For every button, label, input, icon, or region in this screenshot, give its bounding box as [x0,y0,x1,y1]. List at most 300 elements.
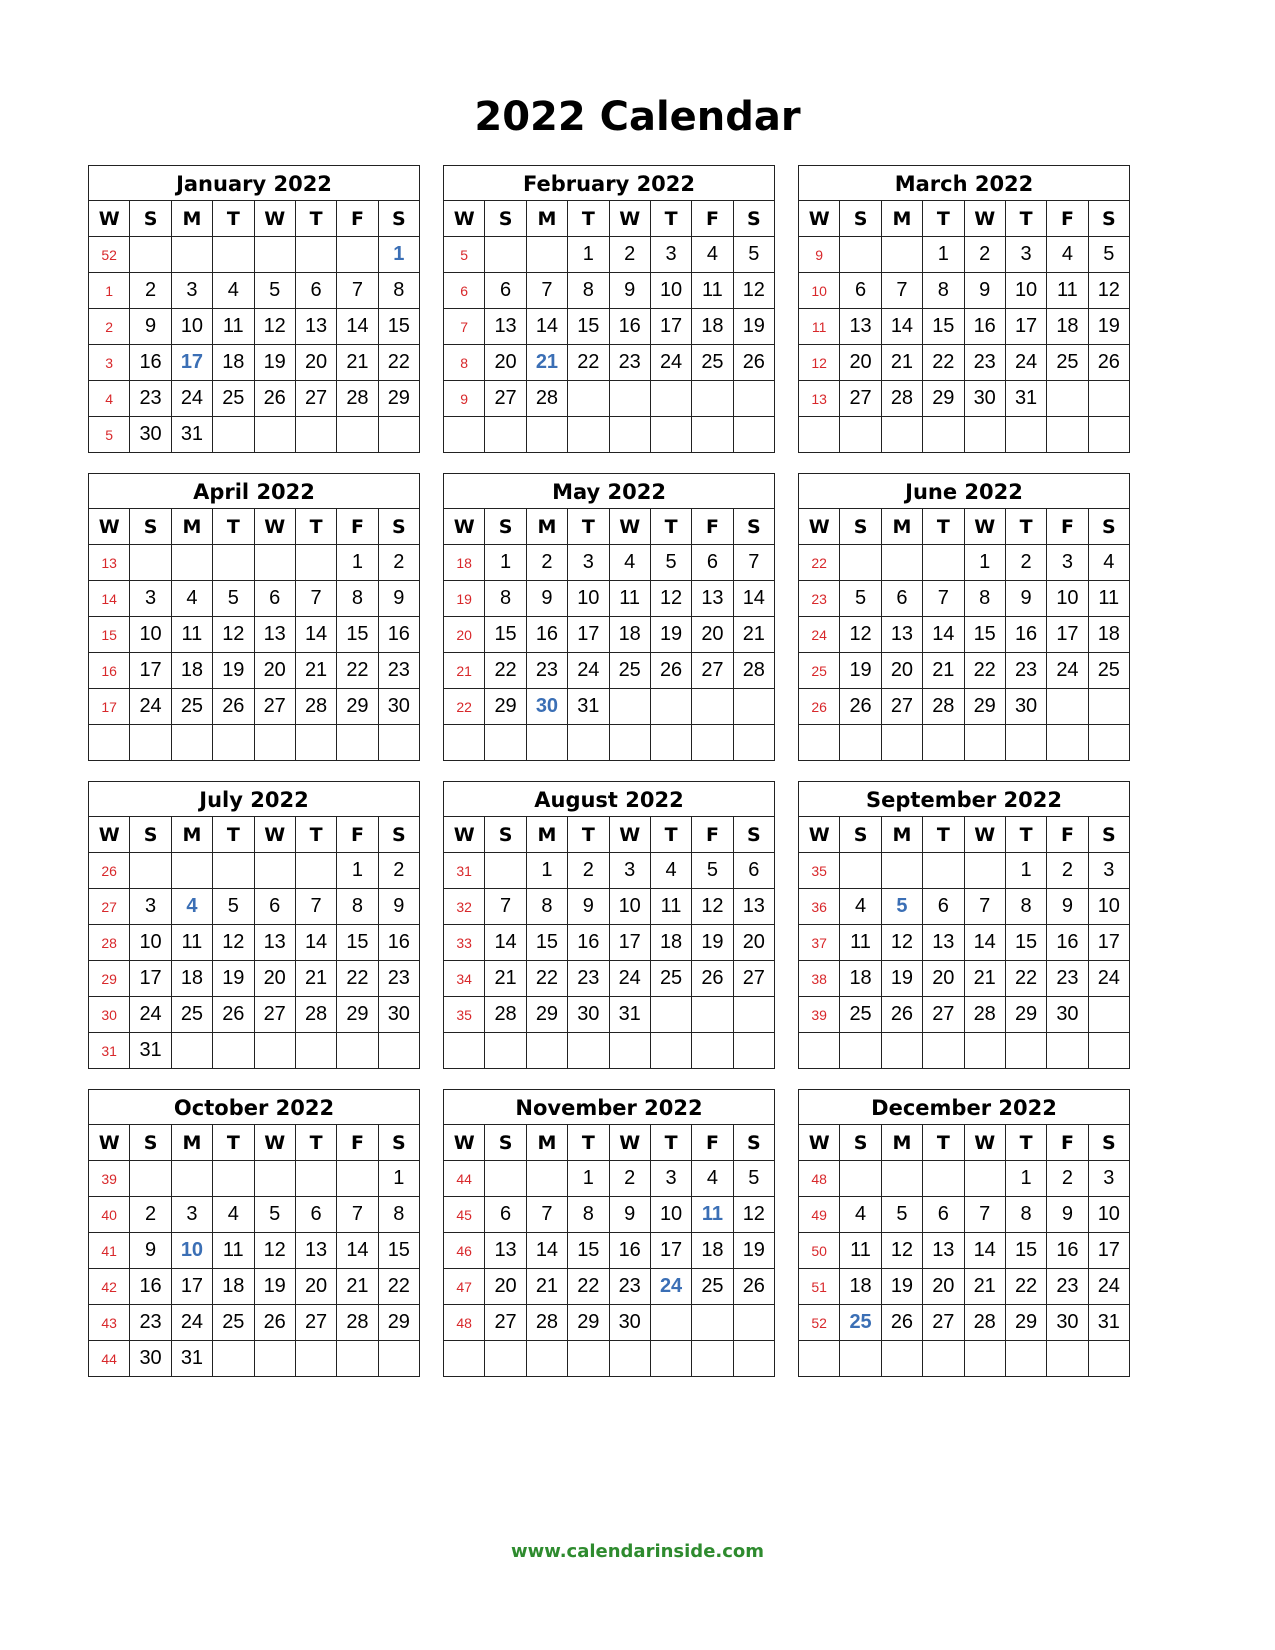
day-cell: 28 [882,381,923,417]
day-cell: 3 [172,273,213,309]
week-number: 48 [444,1305,485,1341]
day-cell [130,1161,171,1197]
day-cell: 29 [337,997,378,1033]
day-cell: 18 [1089,617,1130,653]
week-number: 21 [444,653,485,689]
day-cell: 13 [923,1233,964,1269]
day-cell [734,381,775,417]
week-number: 29 [89,961,130,997]
day-cell: 22 [1006,1269,1047,1305]
weekday-header: S [840,1125,881,1161]
day-cell: 18 [610,617,651,653]
day-cell [923,417,964,453]
week-row [89,309,420,345]
day-cell [130,853,171,889]
week-number: 10 [799,273,840,309]
day-cell [485,1341,526,1377]
day-cell: 12 [692,889,733,925]
week-row [799,653,1130,689]
day-cell: 27 [923,997,964,1033]
week-number: 41 [89,1233,130,1269]
day-cell: 2 [610,237,651,273]
day-cell: 28 [965,997,1006,1033]
day-cell: 8 [965,581,1006,617]
day-cell: 26 [213,997,254,1033]
day-cell [1089,997,1130,1033]
day-cell: 10 [1006,273,1047,309]
day-cell: 2 [130,1197,171,1233]
day-cell: 13 [840,309,881,345]
week-number: 9 [799,237,840,273]
day-cell [840,545,881,581]
weekday-header: W [255,201,296,237]
weekday-header: T [1006,509,1047,545]
weekday-header: S [734,509,775,545]
day-cell: 25 [840,1305,881,1341]
day-cell [255,417,296,453]
day-cell: 13 [485,1233,526,1269]
day-cell: 28 [923,689,964,725]
day-cell: 29 [379,381,420,417]
weekday-header: F [1047,201,1088,237]
weekday-header: M [172,509,213,545]
week-row [89,237,420,273]
day-cell: 5 [840,581,881,617]
day-cell [568,1341,609,1377]
weekday-header: M [172,817,213,853]
day-cell: 23 [610,1269,651,1305]
day-cell: 17 [568,617,609,653]
day-cell [1047,689,1088,725]
day-cell: 14 [965,925,1006,961]
day-cell: 20 [882,653,923,689]
weekday-header: T [296,817,337,853]
day-cell [379,725,420,761]
week-number: 50 [799,1233,840,1269]
day-cell: 16 [379,617,420,653]
day-cell [610,1341,651,1377]
week-row [89,1161,420,1197]
weekday-header: T [568,817,609,853]
weekday-header: S [1089,817,1130,853]
day-cell: 1 [923,237,964,273]
week-row [444,889,775,925]
weekday-header: W [965,201,1006,237]
week-row [89,1033,420,1069]
day-cell: 20 [255,961,296,997]
month-title: September 2022 [799,782,1130,817]
day-cell: 7 [337,273,378,309]
day-cell: 21 [296,653,337,689]
weekday-header: W [444,817,485,853]
day-cell: 20 [734,925,775,961]
week-row [799,925,1130,961]
day-cell: 28 [527,381,568,417]
day-cell [527,1341,568,1377]
day-cell: 22 [965,653,1006,689]
day-cell [734,1033,775,1069]
weekday-header: T [296,201,337,237]
week-row [799,309,1130,345]
day-cell [1047,381,1088,417]
week-number: 24 [799,617,840,653]
week-number: 40 [89,1197,130,1233]
day-cell [379,1341,420,1377]
week-number: 9 [444,381,485,417]
day-cell [692,1033,733,1069]
week-row [89,889,420,925]
day-cell: 18 [692,309,733,345]
week-row [444,617,775,653]
weekday-header-row [799,1125,1130,1161]
day-cell: 31 [568,689,609,725]
month-calendar [798,165,1130,453]
weekday-header: F [337,1125,378,1161]
day-cell [296,725,337,761]
week-row [444,961,775,997]
week-row [799,237,1130,273]
week-number: 51 [799,1269,840,1305]
week-number: 31 [89,1033,130,1069]
week-row [89,1197,420,1233]
day-cell [840,853,881,889]
day-cell [651,689,692,725]
day-cell [840,1341,881,1377]
day-cell [485,1161,526,1197]
weekday-header: W [799,1125,840,1161]
weekday-header: M [527,817,568,853]
week-number: 1 [89,273,130,309]
day-cell: 20 [296,345,337,381]
day-cell: 6 [296,1197,337,1233]
week-number: 13 [89,545,130,581]
day-cell: 30 [965,381,1006,417]
day-cell [651,725,692,761]
day-cell: 30 [379,997,420,1033]
day-cell: 5 [882,889,923,925]
day-cell: 27 [255,689,296,725]
day-cell: 20 [923,961,964,997]
day-cell: 16 [610,1233,651,1269]
day-cell: 22 [923,345,964,381]
day-cell [172,1033,213,1069]
week-row [799,273,1130,309]
day-cell: 31 [1089,1305,1130,1341]
day-cell: 1 [568,237,609,273]
day-cell: 6 [734,853,775,889]
weekday-header-row [89,1125,420,1161]
day-cell: 17 [651,1233,692,1269]
day-cell: 27 [296,381,337,417]
week-number: 44 [444,1161,485,1197]
day-cell: 4 [610,545,651,581]
day-cell: 29 [337,689,378,725]
week-number: 3 [89,345,130,381]
day-cell: 15 [568,309,609,345]
day-cell: 19 [213,653,254,689]
month-calendar [798,781,1130,1069]
week-row [799,1269,1130,1305]
week-row [799,345,1130,381]
day-cell: 17 [651,309,692,345]
weekday-header-row [444,1125,775,1161]
day-cell [485,417,526,453]
day-cell: 13 [692,581,733,617]
day-cell [1047,725,1088,761]
week-number: 25 [799,653,840,689]
month-title: July 2022 [89,782,420,817]
day-cell: 13 [255,925,296,961]
week-number [799,725,840,761]
day-cell: 24 [651,1269,692,1305]
day-cell: 31 [172,417,213,453]
day-cell: 9 [610,1197,651,1233]
day-cell [337,417,378,453]
day-cell: 5 [255,1197,296,1233]
weekday-header: S [130,509,171,545]
day-cell: 27 [882,689,923,725]
day-cell: 3 [172,1197,213,1233]
day-cell [172,545,213,581]
weekday-header: T [213,1125,254,1161]
day-cell: 17 [130,961,171,997]
week-number: 43 [89,1305,130,1341]
month-calendar [798,1089,1130,1377]
day-cell: 1 [965,545,1006,581]
day-cell [923,853,964,889]
day-cell: 17 [610,925,651,961]
day-cell: 25 [1089,653,1130,689]
weekday-header: T [568,509,609,545]
day-cell [296,1161,337,1197]
weekday-header: W [255,817,296,853]
day-cell: 29 [485,689,526,725]
weekday-header: T [1006,817,1047,853]
day-cell: 15 [568,1233,609,1269]
day-cell [1006,1033,1047,1069]
day-cell: 23 [379,961,420,997]
weekday-header: S [840,817,881,853]
day-cell: 27 [485,381,526,417]
day-cell [651,1033,692,1069]
day-cell: 27 [296,1305,337,1341]
month-calendar [88,781,420,1069]
day-cell: 26 [651,653,692,689]
week-row [799,617,1130,653]
week-number: 48 [799,1161,840,1197]
day-cell: 26 [255,381,296,417]
day-cell: 29 [965,689,1006,725]
weekday-header: T [651,201,692,237]
week-row [89,725,420,761]
day-cell: 4 [692,1161,733,1197]
week-row [444,1033,775,1069]
day-cell [882,237,923,273]
day-cell: 24 [651,345,692,381]
day-cell [1089,1033,1130,1069]
day-cell: 15 [337,617,378,653]
day-cell: 10 [610,889,651,925]
day-cell: 9 [1047,1197,1088,1233]
week-row [444,1161,775,1197]
day-cell: 24 [610,961,651,997]
weekday-header: T [651,1125,692,1161]
day-cell: 6 [255,889,296,925]
weekday-header: S [1089,201,1130,237]
week-row [444,545,775,581]
day-cell [1006,417,1047,453]
week-number: 35 [799,853,840,889]
day-cell: 27 [923,1305,964,1341]
day-cell [485,237,526,273]
day-cell [213,725,254,761]
day-cell [213,1341,254,1377]
day-cell: 14 [923,617,964,653]
day-cell: 13 [734,889,775,925]
day-cell: 3 [1089,853,1130,889]
day-cell: 19 [692,925,733,961]
week-row [89,1305,420,1341]
weekday-header-row [444,201,775,237]
day-cell: 11 [840,925,881,961]
week-number: 28 [89,925,130,961]
day-cell: 2 [610,1161,651,1197]
weekday-header: W [89,509,130,545]
day-cell [255,725,296,761]
day-cell: 19 [882,1269,923,1305]
day-cell [1047,417,1088,453]
weekday-header: F [692,201,733,237]
day-cell: 6 [882,581,923,617]
day-cell [610,689,651,725]
day-cell: 4 [651,853,692,889]
day-cell: 12 [255,309,296,345]
day-cell: 7 [882,273,923,309]
day-cell: 14 [527,1233,568,1269]
day-cell: 11 [172,617,213,653]
day-cell: 13 [923,925,964,961]
weekday-header: F [692,817,733,853]
weekday-header: F [1047,817,1088,853]
day-cell: 30 [568,997,609,1033]
day-cell [923,1033,964,1069]
day-cell [485,1033,526,1069]
day-cell: 3 [651,237,692,273]
day-cell [882,1341,923,1377]
day-cell: 28 [734,653,775,689]
day-cell [172,853,213,889]
weekday-header: T [923,1125,964,1161]
day-cell: 7 [337,1197,378,1233]
week-row [89,273,420,309]
day-cell: 21 [882,345,923,381]
day-cell [1089,689,1130,725]
week-row [444,725,775,761]
day-cell: 21 [485,961,526,997]
day-cell: 16 [965,309,1006,345]
day-cell [1047,1341,1088,1377]
day-cell: 15 [527,925,568,961]
week-row [444,309,775,345]
week-number: 49 [799,1197,840,1233]
weekday-header: S [130,817,171,853]
month-title: February 2022 [444,166,775,201]
weekday-header: W [255,1125,296,1161]
day-cell: 22 [527,961,568,997]
day-cell: 22 [1006,961,1047,997]
day-cell: 5 [1089,237,1130,273]
day-cell: 12 [882,925,923,961]
week-row [444,853,775,889]
weekday-header: W [444,1125,485,1161]
week-number: 26 [89,853,130,889]
day-cell: 18 [840,961,881,997]
day-cell [296,853,337,889]
day-cell: 15 [1006,1233,1047,1269]
day-cell: 24 [130,689,171,725]
day-cell [337,237,378,273]
day-cell: 23 [568,961,609,997]
weekday-header: T [296,1125,337,1161]
day-cell: 25 [1047,345,1088,381]
day-cell [568,381,609,417]
day-cell: 8 [568,1197,609,1233]
week-number: 39 [799,997,840,1033]
weekday-header-row [89,201,420,237]
day-cell: 23 [1047,1269,1088,1305]
week-number: 2 [89,309,130,345]
website-footer: www.calendarinside.com [510,1541,765,1562]
week-row [444,345,775,381]
day-cell: 1 [485,545,526,581]
weekday-header: M [527,1125,568,1161]
day-cell: 8 [568,273,609,309]
day-cell: 31 [130,1033,171,1069]
day-cell: 14 [965,1233,1006,1269]
week-row [444,1197,775,1233]
weekday-header: T [1006,201,1047,237]
week-number [89,725,130,761]
day-cell [527,1033,568,1069]
day-cell: 19 [734,309,775,345]
day-cell: 2 [379,545,420,581]
day-cell: 16 [527,617,568,653]
day-cell: 25 [172,997,213,1033]
week-row [799,889,1130,925]
day-cell: 11 [1089,581,1130,617]
day-cell: 26 [692,961,733,997]
day-cell: 1 [337,545,378,581]
day-cell: 9 [379,581,420,617]
day-cell: 11 [213,1233,254,1269]
day-cell: 24 [172,381,213,417]
day-cell: 28 [965,1305,1006,1341]
day-cell: 21 [965,1269,1006,1305]
day-cell: 14 [527,309,568,345]
day-cell [734,417,775,453]
weekday-header: T [923,817,964,853]
day-cell [965,1341,1006,1377]
week-number [799,1341,840,1377]
week-row [444,1269,775,1305]
day-cell: 3 [130,581,171,617]
week-number: 36 [799,889,840,925]
day-cell [255,1033,296,1069]
day-cell [337,1161,378,1197]
day-cell: 14 [734,581,775,617]
day-cell: 29 [1006,997,1047,1033]
day-cell: 18 [1047,309,1088,345]
